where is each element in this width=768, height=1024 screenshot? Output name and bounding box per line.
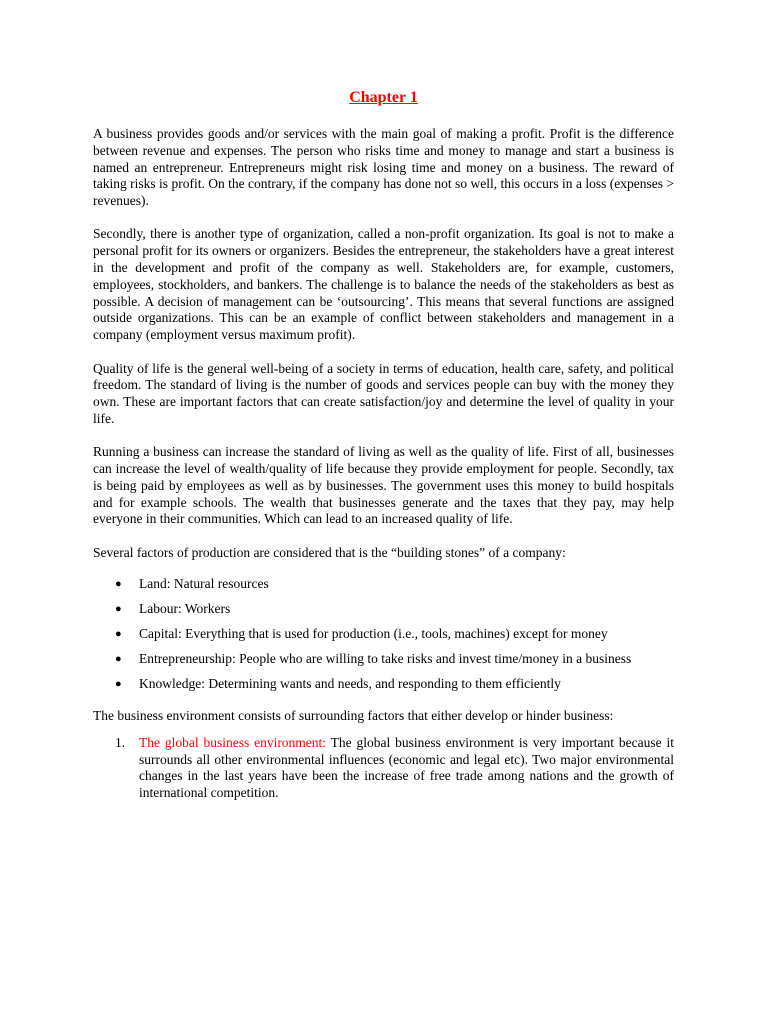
- list-number: 1.: [115, 734, 126, 750]
- paragraph-standard-of-living: Running a business can increase the standard of living as well as the quality of life. First of all, businesses can increase the level of wealth/quality of life because they provide employment for people. Secondly, tax is being paid by employees as well as by businesses. The government uses this money to build hospitals and for example schools. The wealth that businesses generate and the taxes that they pay, may help everyone in their communities. Which can lead to an increased quality of life.: [93, 444, 674, 527]
- document-page: [93, 88, 674, 802]
- paragraph-environment-intro: The business environment consists of surrounding factors that either develop or hinder business:: [93, 708, 614, 724]
- bullet-icon: ●: [115, 627, 122, 640]
- bullet-icon: ●: [115, 577, 122, 590]
- factors-of-production-list: [93, 574, 674, 695]
- list-item: [93, 649, 674, 670]
- environment-heading: The global business environment:: [139, 734, 327, 750]
- bullet-icon: ●: [115, 602, 122, 615]
- list-item: [93, 735, 674, 802]
- factor-text: Knowledge: Determining wants and needs, and responding to them efficiently: [139, 675, 561, 691]
- business-environment-list: [93, 735, 674, 802]
- list-item: [93, 624, 674, 645]
- bullet-icon: ●: [115, 677, 122, 690]
- factor-text: Entrepreneurship: People who are willing to take risks and invest time/money in a business: [139, 650, 632, 666]
- factor-text: Land: Natural resources: [139, 575, 269, 591]
- paragraph-quality-of-life: Quality of life is the general well-being of a society in terms of education, health care, safety, and political freedom. The standard of living is the number of goods and services people can buy with the money they own. These are important factors that can create satisfaction/joy and determine the level of quality in your life.: [93, 360, 674, 426]
- list-item: [93, 599, 674, 620]
- paragraph-factors-intro: Several factors of production are considered that is the “building stones” of a company:: [93, 544, 566, 560]
- factor-text: Capital: Everything that is used for production (i.e., tools, machines) except for money: [139, 625, 608, 641]
- paragraph-business-profit: A business provides goods and/or services with the main goal of making a profit. Profit is the difference between revenue and expenses. The person who risks time and money to manage and start a business is named an entrepreneur. Entrepreneurs might risk losing time and money on a business. The reward of taking risks is profit. On the contrary, if the company has done not so well, this occurs in a loss (expenses > revenues).: [93, 126, 674, 209]
- chapter-title: Chapter 1: [349, 89, 418, 106]
- bullet-icon: ●: [115, 652, 122, 665]
- list-item: [93, 674, 674, 695]
- factor-text: Labour: Workers: [139, 600, 231, 616]
- paragraph-non-profit: Secondly, there is another type of organization, called a non-profit organization. Its goal is not to make a personal profit for its owners or organizers. Besides the entrepreneur, the stakeholders have a great interest in the development and profit of the company as well. Stakeholders are, for example, customers, employees, stockholders, and bankers. The challenge is to balance the needs of the stakeholders as best as possible. A decision of management can be ‘outsourcing’. This means that several functions are assigned outside organizations. This can be an example of conflict between stakeholders and management in a company (employment versus maximum profit).: [93, 226, 674, 343]
- environment-text: The global business environment is very important because it surrounds all other environmental influences (economic and legal etc). Two major environmental changes in the last years have been the increase of free trade among nations and the growth of international competition.: [139, 734, 674, 801]
- list-item: [93, 574, 674, 595]
